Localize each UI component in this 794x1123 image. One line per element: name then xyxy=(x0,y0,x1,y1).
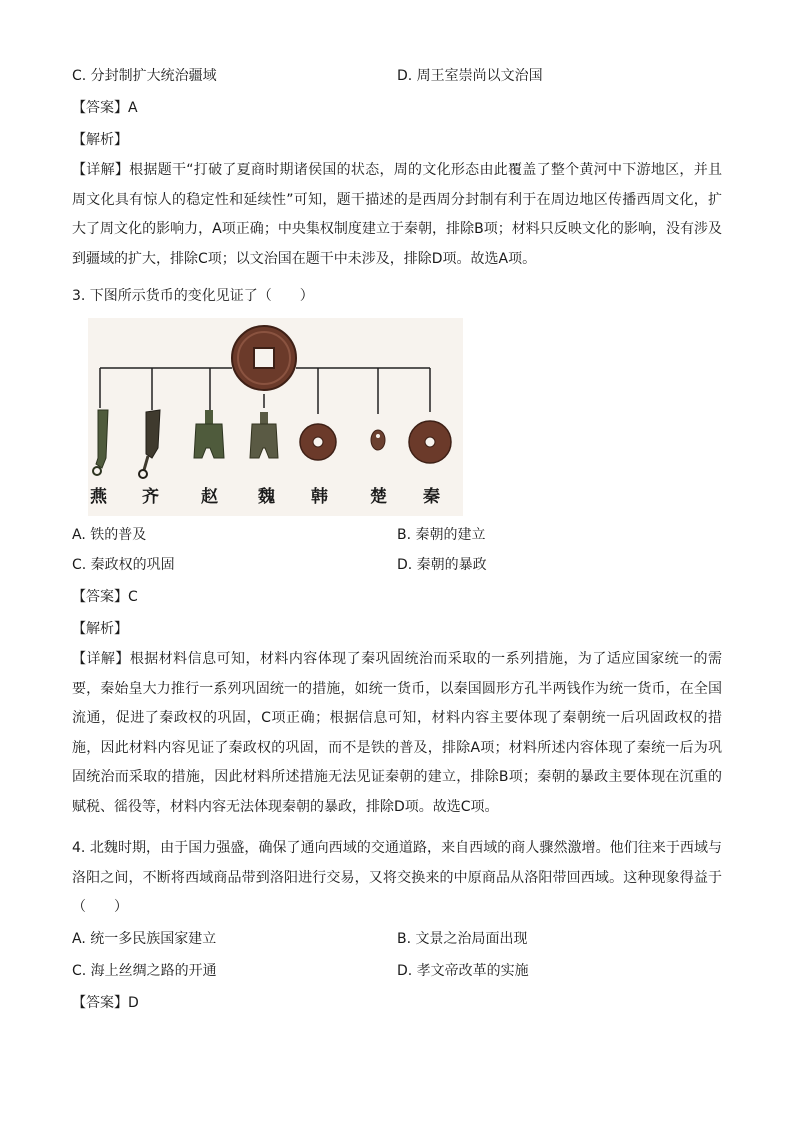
q2-detail: 【详解】根据题干“打破了夏商时期诸侯国的状态，周的文化形态由此覆盖了整个黄河中下游地区，并且周文化具有惊人的稳定性和延续性”可知，题干描述的是西周分封制有利于在周边地区传播西周文化，扩大了周文化的影响力，A项正确；中央集权制度建立于秦朝，排除B项；材料只反映文化的影响，没有涉及到疆域的扩大，排除C项；以文治国在题干中未涉及，排除D项。故选A项。 xyxy=(72,162,722,267)
q3-option-d: D. 秦朝的暴政 xyxy=(397,557,487,573)
q4-option-d: D. 孝文帝改革的实施 xyxy=(397,963,529,979)
q2-answer: 【答案】A xyxy=(72,100,138,116)
q4-stem: 4. 北魏时期，由于国力强盛，确保了通向西域的交通道路，来自西域的商人骤然激增。他们往来于西域与洛阳之间，不断将西域商品带到洛阳进行交易，又将交换来的中原商品从洛阳带回西域。这种现象得益于（ ） xyxy=(72,840,722,915)
label-wei: 魏 xyxy=(258,487,275,507)
q4-option-c: C. 海上丝绸之路的开通 xyxy=(72,963,217,979)
coin-chart-svg xyxy=(88,318,463,516)
q3-option-b: B. 秦朝的建立 xyxy=(397,527,486,543)
q3-option-c: C. 秦政权的巩固 xyxy=(72,557,175,573)
q2-option-c: C. 分封制扩大统治疆域 xyxy=(72,68,217,84)
q4-option-a: A. 统一多民族国家建立 xyxy=(72,931,217,947)
han-round-coin-icon xyxy=(300,424,336,460)
q3-detail: 【详解】根据材料信息可知，材料内容体现了秦巩固统治而采取的一系列措施，为了适应国家统一的需要，秦始皇大力推行一系列巩固统一的措施，如统一货币，以秦国圆形方孔半两钱作为统一货币，在全国流通，促进了秦政权的巩固，C项正确；根据信息可知，材料内容主要体现了秦朝统一后巩固政权的措施，因此材料内容见证了秦政权的巩固，而不是铁的普及，排除A项；材料所述内容体现了秦统一后为巩固统治而采取的措施，因此材料所述措施无法见证秦朝的建立，排除B项；秦朝的暴政主要体现在沉重的赋税、徭役等，材料内容无法体现秦朝的暴政，排除D项。故选C项。 xyxy=(72,651,722,815)
label-zhao: 赵 xyxy=(201,487,218,507)
q2-analysis-heading: 【解析】 xyxy=(72,132,128,148)
label-qi: 齐 xyxy=(142,487,159,507)
q3-option-a: A. 铁的普及 xyxy=(72,527,147,543)
q2-option-d: D. 周王室崇尚以文治国 xyxy=(397,68,543,84)
q3-answer: 【答案】C xyxy=(72,589,138,605)
label-chu: 楚 xyxy=(370,487,387,507)
coin-figure xyxy=(88,318,463,516)
q3-analysis-heading: 【解析】 xyxy=(72,621,128,637)
label-han: 韩 xyxy=(311,487,328,507)
label-yan: 燕 xyxy=(90,487,107,507)
qin-round-coin-icon xyxy=(409,421,451,463)
chu-ant-nose-coin-icon xyxy=(371,430,385,450)
q3-stem: 3. 下图所示货币的变化见证了（ ） xyxy=(72,288,314,304)
label-qin: 秦 xyxy=(423,487,440,507)
q4-answer: 【答案】D xyxy=(72,995,139,1011)
banliang-coin-icon xyxy=(232,326,296,390)
q4-option-b: B. 文景之治局面出现 xyxy=(397,931,528,947)
